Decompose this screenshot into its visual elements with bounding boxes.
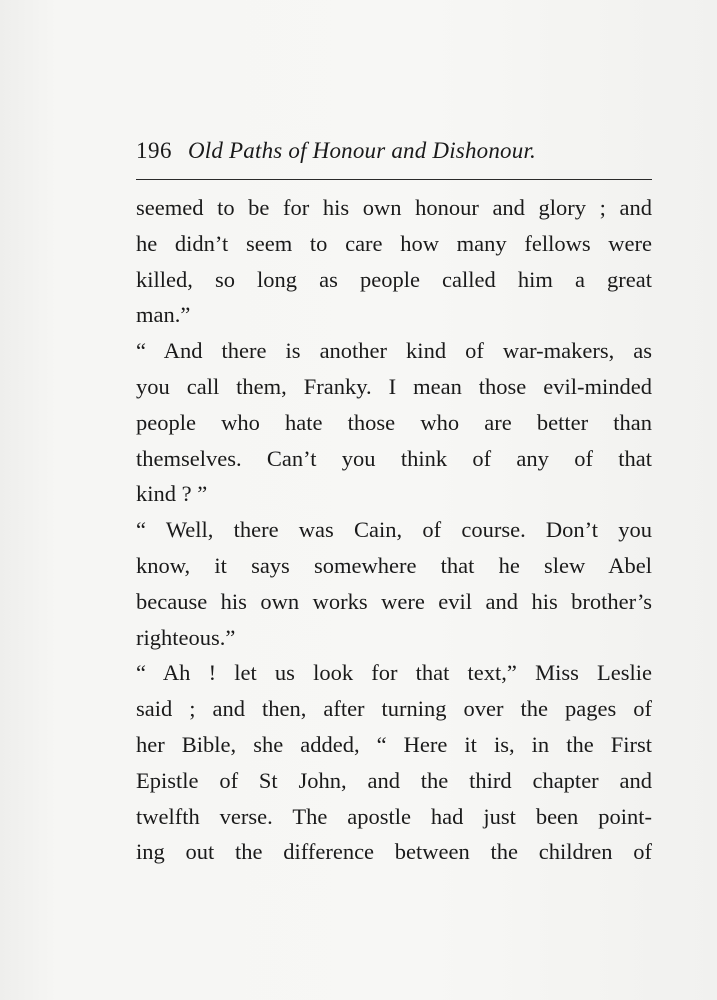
header-rule <box>136 179 652 180</box>
text-line: Epistle of St John, and the third chapter and <box>136 767 652 793</box>
text-line: “ And there is another kind of war-makers, as <box>136 338 652 364</box>
text-line: man.” <box>136 302 191 328</box>
text-line: you call them, Franky. I mean those evil-minded <box>136 373 652 399</box>
text-line: killed, so long as people called him a great <box>136 266 652 292</box>
page-number: 196 <box>136 138 172 163</box>
text-line: people who hate those who are better than <box>136 409 652 435</box>
running-title: Old Paths of Honour and Dishonour. <box>188 138 536 163</box>
text-line: said ; and then, after turning over the pages of <box>136 696 652 722</box>
text-line: he didn’t seem to care how many fellows were <box>136 230 652 256</box>
text-line: her Bible, she added, “ Here it is, in the First <box>136 731 652 757</box>
text-line: righteous.” <box>136 624 236 650</box>
running-head <box>136 138 652 178</box>
text-line: twelfth verse. The apostle had just been point- <box>136 803 652 829</box>
text-line: ing out the difference between the children of <box>136 839 652 865</box>
text-line: seemed to be for his own honour and glory ; and <box>136 195 652 220</box>
text-line: “ Well, there was Cain, of course. Don’t you <box>136 517 652 543</box>
body-text <box>136 190 652 870</box>
text-line: because his own works were evil and his brother’s <box>136 588 652 614</box>
text-line: themselves. Can’t you think of any of that <box>136 445 652 471</box>
text-line: “ Ah ! let us look for that text,” Miss Leslie <box>136 660 652 686</box>
text-line: know, it says somewhere that he slew Abel <box>136 552 652 578</box>
text-line: kind ? ” <box>136 481 208 507</box>
